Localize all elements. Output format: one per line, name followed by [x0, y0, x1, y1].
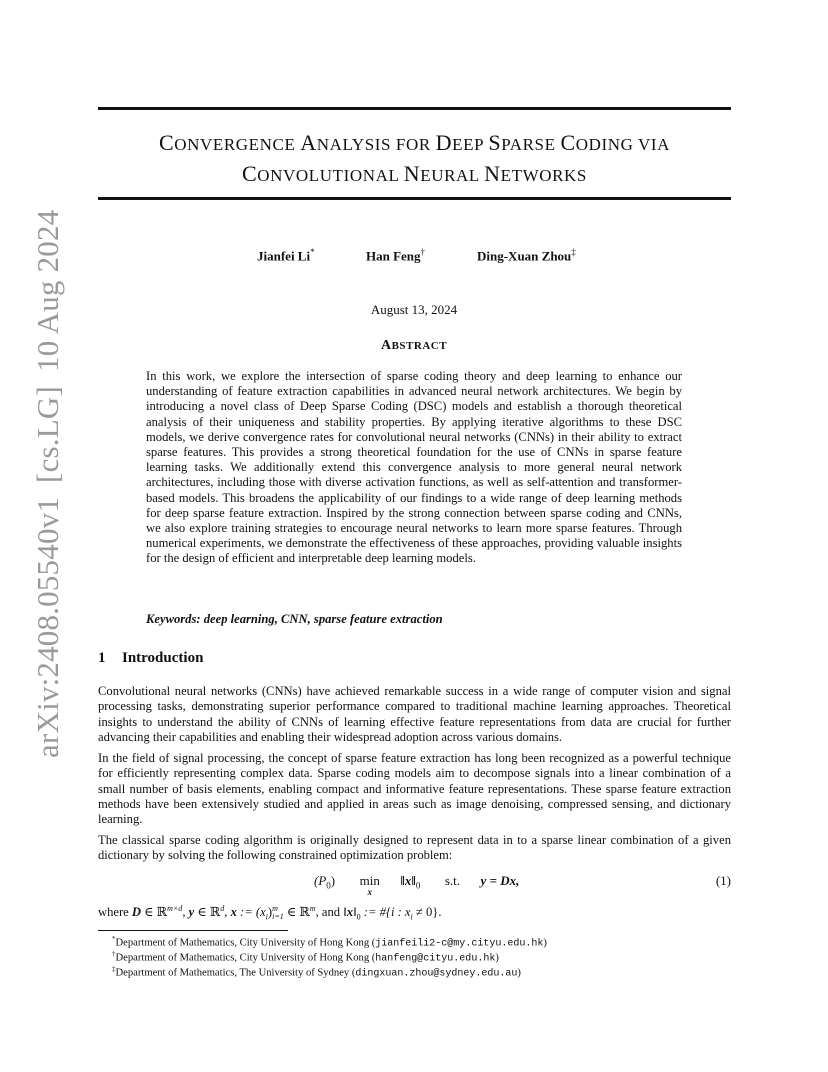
math-x: x [346, 905, 354, 920]
footnote-close: ) [495, 952, 499, 964]
eq-objective: ‖x‖ [400, 873, 416, 888]
math-sub: i [410, 912, 413, 922]
arxiv-id: arXiv:2408.05540v1 [30, 496, 65, 758]
eq-op-sub: x [367, 887, 372, 897]
math-text: := (x [236, 905, 266, 920]
math-sup: d [220, 904, 225, 913]
math-text: ∈ ℝ [194, 905, 221, 920]
title-cap: C [242, 161, 258, 186]
eq-objective-sub: 0 [415, 880, 421, 891]
eq-op: min [359, 873, 380, 888]
math-limits [272, 905, 284, 921]
math-y: y [188, 905, 195, 920]
math-text: ∈ ℝ [141, 905, 168, 920]
title-line-2 [98, 159, 731, 190]
footnote-mark: † [112, 950, 116, 958]
paragraph-2: In the field of signal processing, the concept of sparse feature extraction has long been recognized as a powerful technique for efficiently representing complex data. Sparse coding models aim to decompose signals into a linear combination of a small number of basis elements, enabling compact and informative feature representations. These sparse feature extraction methods have been extensively studied and applied in areas such as image denoising, compressed sensing, and dictionary learning. [98, 751, 731, 827]
title-word: ONVOLUTIONAL [257, 166, 404, 185]
title-cap: C [560, 130, 576, 155]
title-word: EURAL [420, 166, 485, 185]
title-bottom-rule [98, 197, 731, 200]
math-text: := #{i : x [360, 905, 411, 920]
eq-constraint: y = Dx, [480, 873, 520, 888]
paper-title [98, 128, 731, 190]
math-text: ) [267, 905, 273, 920]
section-title: Introduction [122, 650, 204, 666]
abstract-heading [0, 338, 828, 354]
math-sup: m×d [167, 904, 183, 913]
author-2 [366, 247, 425, 264]
eq-label-sub: 0 [326, 880, 331, 891]
where-line [98, 904, 441, 922]
title-line-1 [98, 128, 731, 159]
equation-number: (1) [715, 873, 731, 888]
arxiv-category: [cs.LG] [30, 386, 65, 483]
title-cap: N [403, 161, 421, 186]
title-word: EEP [452, 135, 489, 154]
math-text: ≠ 0}. [412, 905, 442, 920]
title-cap: S [488, 130, 502, 155]
math-sub: i=1 [272, 912, 284, 922]
math-sup: m [309, 904, 316, 913]
paper-date: August 13, 2024 [370, 302, 458, 317]
title-word: NALYSIS FOR [316, 135, 436, 154]
title-word: ETWORKS [500, 166, 587, 185]
footnote-mark: ‡ [112, 965, 116, 973]
equation-body [314, 873, 519, 905]
math-sub: 0 [356, 912, 361, 922]
title-cap: C [158, 130, 175, 155]
title-word: ODING VIA [575, 135, 671, 154]
footnote-1 [112, 935, 547, 950]
footnote-text: Department of Mathematics, City University of Hong Kong ( [115, 952, 376, 964]
author-name: Ding-Xuan Zhou [477, 248, 572, 264]
author-name: Han Feng [366, 248, 421, 264]
footnote-text: Department of Mathematics, The University of Sydney ( [115, 967, 356, 979]
math-text: , [182, 905, 189, 920]
footnote-2 [112, 950, 499, 965]
author-3 [477, 247, 576, 264]
arxiv-date: 10 Aug 2024 [30, 209, 65, 372]
where-text: where [98, 905, 132, 920]
math-text: , [224, 905, 231, 920]
footnote-rule [98, 930, 288, 931]
paragraph-3: The classical sparse coding algorithm is originally designed to represent data in to a sparse linear combination of a given dictionary by solving the following constrained optimization problem: [98, 833, 731, 863]
title-word: ONVERGENCE [174, 135, 301, 154]
math-D: D [131, 905, 142, 920]
footnote-email: hanfeng@cityu.edu.hk [375, 953, 496, 965]
section-number: 1 [98, 650, 106, 666]
footnote-close: ) [517, 967, 521, 979]
equation-1 [98, 873, 731, 897]
title-top-rule [98, 107, 731, 110]
eq-label: (P [314, 873, 327, 888]
abstract-text: In this work, we explore the intersection of sparse coding theory and deep learning to enhance our understanding of feature extraction capabilities in advanced neural network architectures. We begin by introducing a novel class of Deep Sparse Coding (DSC) models and establish a thorough theoretical analysis of their uniqueness and stability properties. By applying iterative algorithms to these DSC models, we derive convergence rates for convolutional neural networks (CNNs) in their ability to extract sparse features. This provides a strong theoretical foundation for the use of CNNs in sparse feature learning tasks. We additionally extend this convergence analysis to more general neural network architectures, including those with diverse activation functions, as well as self-attention and transformer-based models. This broadens the applicability of our findings to a wide range of deep learning methods for deep sparse feature extraction. Inspired by the strong connection between sparse coding and CNNs, we also explore training strategies to encourage neural networks to learn more sparse features. Through numerical experiments, we demonstrate the effectiveness of these approaches, providing valuable insights for the design of efficient and interpretable deep learning models. [146, 369, 682, 566]
math-text: , and ‖ [315, 905, 347, 920]
title-word: PARSE [501, 135, 561, 154]
math-sup: m [272, 904, 278, 914]
author-1 [257, 247, 315, 264]
paragraph-1: Convolutional neural networks (CNNs) have achieved remarkable success in a wide range of computer vision and signal processing tasks, demonstrating superior performance compared to traditional machine learning approaches. Theoretical insights to understand the ability of CNNs of learning effective feature representations from data are crucial for further advancing their capabilities and enabling their widespread adoption across various domains. [98, 684, 731, 744]
author-footnote-mark: ‡ [571, 247, 576, 257]
author-name: Jianfei Li [257, 248, 311, 264]
footnote-3 [112, 965, 521, 980]
abstract-heading-cap: A [380, 338, 392, 353]
math-x: x [230, 905, 237, 920]
math-text: ‖ [353, 905, 357, 920]
math-text: ∈ ℝ [283, 905, 310, 920]
footnote-email: dingxuan.zhou@sydney.edu.au [355, 968, 518, 980]
arxiv-sidebar-stamp [30, 210, 66, 758]
abstract-heading-rest: BSTRACT [391, 340, 448, 352]
eq-st: s.t. [444, 873, 461, 888]
title-cap: D [435, 130, 453, 155]
author-footnote-mark: † [420, 247, 426, 257]
footnote-mark: * [112, 935, 116, 943]
eq-min [360, 873, 380, 905]
footnote-email: jianfeili2-c@my.cityu.edu.hk [375, 938, 544, 950]
title-cap: A [300, 130, 317, 155]
title-cap: N [484, 161, 501, 186]
math-sub: i [265, 912, 268, 922]
footnote-close: ) [543, 937, 547, 949]
author-footnote-mark: * [310, 247, 315, 257]
section-heading [98, 650, 203, 667]
footnote-text: Department of Mathematics, City University of Hong Kong ( [115, 937, 376, 949]
eq-label-end: ) [330, 873, 336, 888]
keywords: Keywords: deep learning, CNN, sparse feature extraction [146, 612, 443, 626]
